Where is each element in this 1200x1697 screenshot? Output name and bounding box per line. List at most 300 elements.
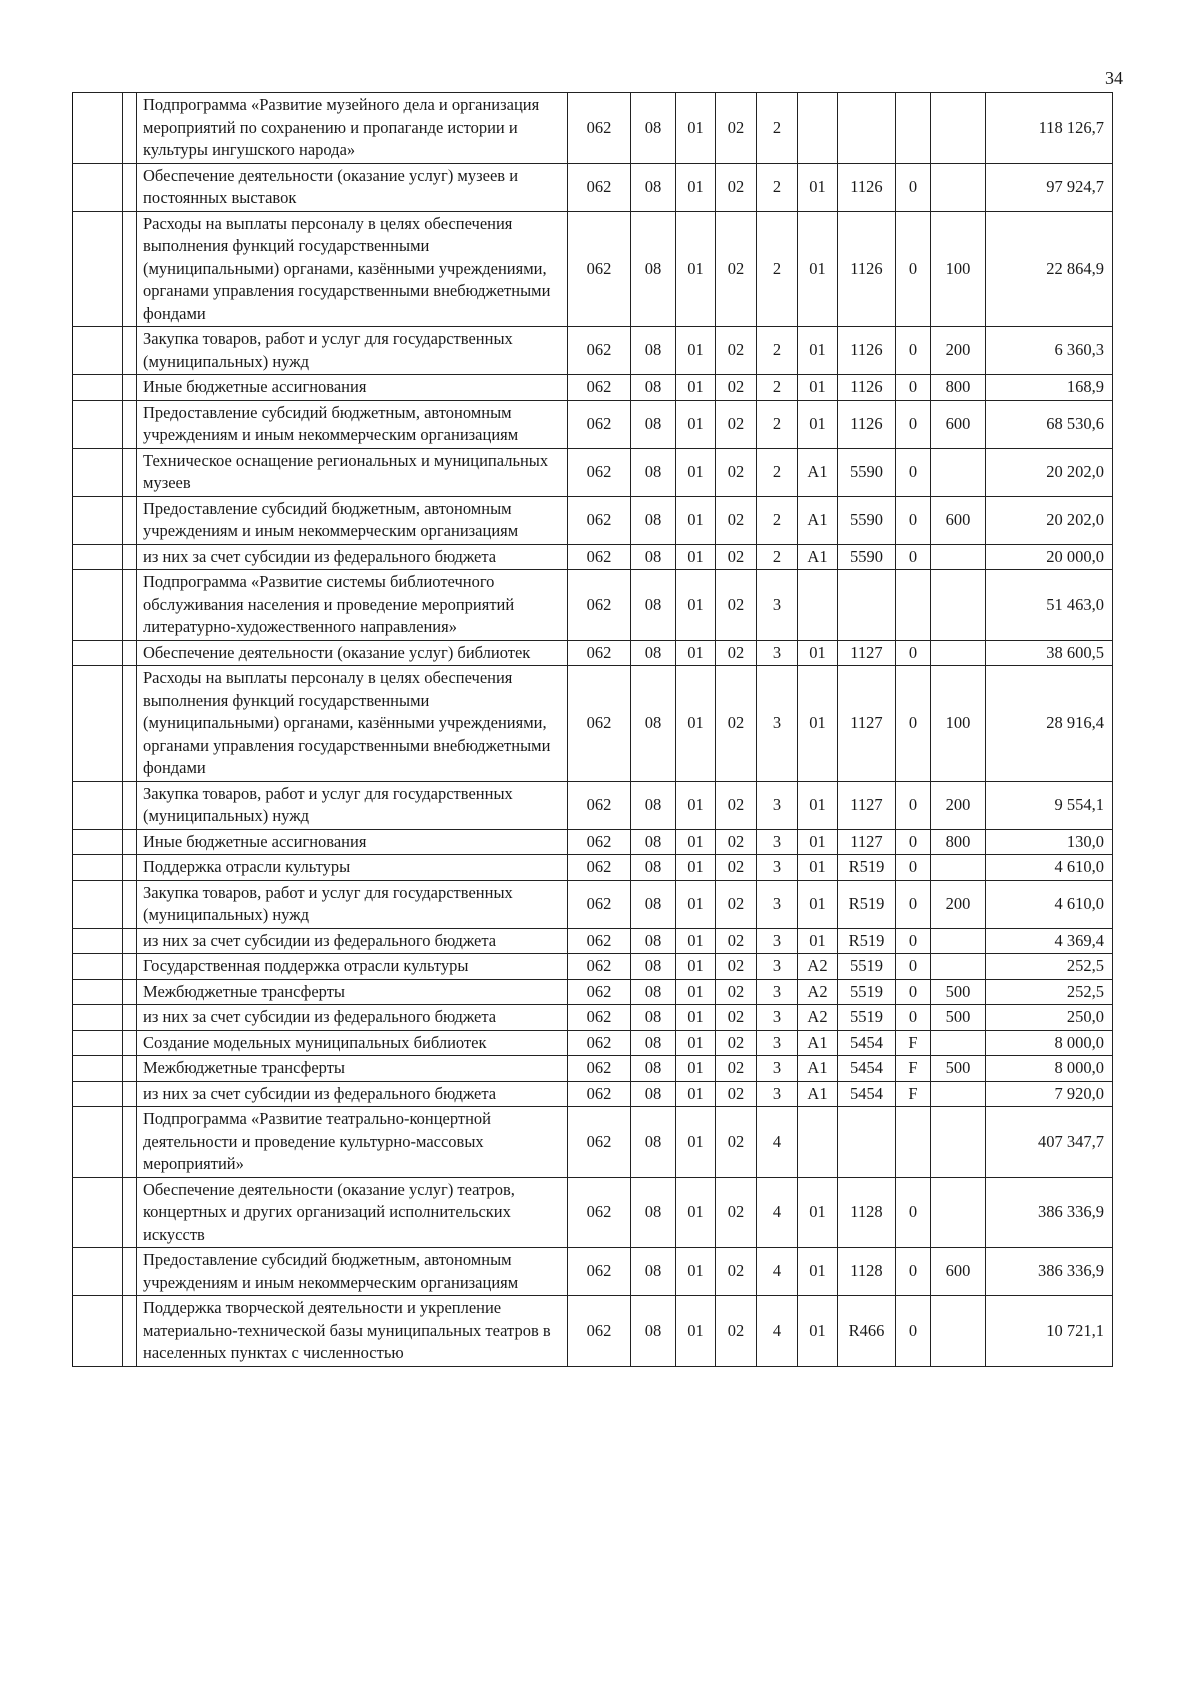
cell-blank-left (73, 954, 123, 980)
cell-name: Поддержка отрасли культуры (137, 855, 568, 881)
cell-section: 08 (631, 1107, 676, 1178)
cell-subsection: 01 (676, 327, 716, 375)
cell-subprogram: 2 (757, 163, 798, 211)
cell-amount: 130,0 (986, 829, 1113, 855)
cell-name: Закупка товаров, работ и услуг для государственных (муниципальных) нужд (137, 880, 568, 928)
cell-expense-type (931, 163, 986, 211)
cell-subprogram: 2 (757, 400, 798, 448)
cell-blank-left (73, 781, 123, 829)
cell-ved: 062 (568, 448, 631, 496)
cell-event: A2 (798, 979, 838, 1005)
cell-direction: 5590 (838, 448, 896, 496)
cell-name: Подпрограмма «Развитие музейного дела и организация мероприятий по сохранению и пропаганде истории и культуры ингушского народа» (137, 93, 568, 164)
cell-program: 02 (716, 570, 757, 641)
cell-subprogram: 4 (757, 1177, 798, 1248)
cell-expense-type: 100 (931, 666, 986, 782)
cell-expense-type: 500 (931, 979, 986, 1005)
cell-subsection: 01 (676, 666, 716, 782)
cell-direction: 5519 (838, 1005, 896, 1031)
cell-ved: 062 (568, 928, 631, 954)
cell-blank-left (73, 375, 123, 401)
cell-direction: 1126 (838, 211, 896, 327)
page-number: 34 (1105, 68, 1123, 88)
table-row (73, 1005, 1113, 1031)
table-row (73, 666, 1113, 782)
table-row (73, 93, 1113, 164)
cell-program: 02 (716, 640, 757, 666)
cell-suffix: 0 (896, 327, 931, 375)
cell-event: A2 (798, 1005, 838, 1031)
cell-suffix: 0 (896, 954, 931, 980)
cell-expense-type (931, 1177, 986, 1248)
cell-subsection: 01 (676, 640, 716, 666)
cell-subsection: 01 (676, 211, 716, 327)
cell-subprogram: 2 (757, 448, 798, 496)
cell-section: 08 (631, 1030, 676, 1056)
cell-subprogram: 3 (757, 954, 798, 980)
cell-name: Обеспечение деятельности (оказание услуг) театров, концертных и других организаций исполнительских искусств (137, 1177, 568, 1248)
table-row (73, 781, 1113, 829)
cell-suffix: F (896, 1030, 931, 1056)
cell-blank-left (73, 666, 123, 782)
cell-name: Создание модельных муниципальных библиотек (137, 1030, 568, 1056)
cell-ved: 062 (568, 1056, 631, 1082)
cell-blank-index (123, 781, 137, 829)
cell-event: 01 (798, 327, 838, 375)
cell-subprogram: 2 (757, 496, 798, 544)
cell-subsection: 01 (676, 1177, 716, 1248)
cell-suffix: 0 (896, 640, 931, 666)
cell-ved: 062 (568, 781, 631, 829)
cell-ved: 062 (568, 544, 631, 570)
cell-subprogram: 4 (757, 1107, 798, 1178)
cell-blank-left (73, 496, 123, 544)
cell-program: 02 (716, 327, 757, 375)
cell-blank-index (123, 93, 137, 164)
cell-subsection: 01 (676, 448, 716, 496)
cell-event: A1 (798, 544, 838, 570)
cell-blank-left (73, 93, 123, 164)
cell-amount: 68 530,6 (986, 400, 1113, 448)
cell-event: 01 (798, 1177, 838, 1248)
cell-suffix: 0 (896, 829, 931, 855)
cell-program: 02 (716, 1030, 757, 1056)
cell-program: 02 (716, 880, 757, 928)
cell-direction: 5519 (838, 954, 896, 980)
cell-blank-index (123, 1030, 137, 1056)
cell-program: 02 (716, 375, 757, 401)
table-row (73, 829, 1113, 855)
cell-amount: 20 202,0 (986, 448, 1113, 496)
cell-name: Обеспечение деятельности (оказание услуг) музеев и постоянных выставок (137, 163, 568, 211)
cell-section: 08 (631, 496, 676, 544)
cell-section: 08 (631, 1005, 676, 1031)
cell-blank-left (73, 640, 123, 666)
cell-subsection: 01 (676, 570, 716, 641)
cell-amount: 22 864,9 (986, 211, 1113, 327)
cell-event (798, 1107, 838, 1178)
cell-expense-type (931, 1296, 986, 1367)
cell-blank-index (123, 1081, 137, 1107)
cell-blank-left (73, 327, 123, 375)
cell-ved: 062 (568, 211, 631, 327)
cell-name: Расходы на выплаты персоналу в целях обеспечения выполнения функций государственными (муниципальными) органами, казёнными учреждениями, органами управления государственными внебюджетными фондами (137, 666, 568, 782)
cell-section: 08 (631, 375, 676, 401)
cell-direction: 5590 (838, 544, 896, 570)
table-row (73, 954, 1113, 980)
cell-direction (838, 570, 896, 641)
cell-program: 02 (716, 1107, 757, 1178)
cell-subsection: 01 (676, 781, 716, 829)
cell-section: 08 (631, 855, 676, 881)
cell-subprogram: 3 (757, 979, 798, 1005)
cell-blank-index (123, 1005, 137, 1031)
cell-subprogram: 2 (757, 327, 798, 375)
cell-program: 02 (716, 163, 757, 211)
cell-blank-index (123, 163, 137, 211)
cell-expense-type: 100 (931, 211, 986, 327)
cell-ved: 062 (568, 93, 631, 164)
cell-blank-index (123, 1056, 137, 1082)
cell-program: 02 (716, 979, 757, 1005)
cell-event: 01 (798, 855, 838, 881)
cell-expense-type: 600 (931, 400, 986, 448)
cell-subsection: 01 (676, 544, 716, 570)
cell-blank-index (123, 979, 137, 1005)
cell-subprogram: 2 (757, 544, 798, 570)
cell-name: Предоставление субсидий бюджетным, автономным учреждениям и иным некоммерческим организациям (137, 496, 568, 544)
table-row (73, 979, 1113, 1005)
cell-event (798, 93, 838, 164)
cell-subsection: 01 (676, 954, 716, 980)
cell-name: Предоставление субсидий бюджетным, автономным учреждениям и иным некоммерческим организациям (137, 400, 568, 448)
table-row (73, 163, 1113, 211)
cell-program: 02 (716, 93, 757, 164)
cell-blank-index (123, 855, 137, 881)
cell-program: 02 (716, 928, 757, 954)
cell-blank-left (73, 448, 123, 496)
cell-blank-index (123, 954, 137, 980)
cell-subsection: 01 (676, 829, 716, 855)
cell-subprogram: 3 (757, 781, 798, 829)
cell-event: A2 (798, 954, 838, 980)
cell-amount: 4 610,0 (986, 855, 1113, 881)
cell-suffix: 0 (896, 400, 931, 448)
cell-blank-index (123, 375, 137, 401)
cell-section: 08 (631, 880, 676, 928)
cell-name: Закупка товаров, работ и услуг для государственных (муниципальных) нужд (137, 781, 568, 829)
cell-subprogram: 3 (757, 666, 798, 782)
cell-event: A1 (798, 1030, 838, 1056)
cell-amount: 250,0 (986, 1005, 1113, 1031)
cell-program: 02 (716, 544, 757, 570)
cell-name: Межбюджетные трансферты (137, 1056, 568, 1082)
cell-program: 02 (716, 1056, 757, 1082)
table-row (73, 1030, 1113, 1056)
cell-expense-type (931, 544, 986, 570)
cell-amount: 118 126,7 (986, 93, 1113, 164)
cell-ved: 062 (568, 640, 631, 666)
cell-amount: 386 336,9 (986, 1248, 1113, 1296)
table-row (73, 855, 1113, 881)
cell-subsection: 01 (676, 928, 716, 954)
cell-subsection: 01 (676, 1005, 716, 1031)
cell-amount: 4 369,4 (986, 928, 1113, 954)
cell-blank-index (123, 1296, 137, 1367)
cell-ved: 062 (568, 1296, 631, 1367)
cell-section: 08 (631, 979, 676, 1005)
cell-suffix: 0 (896, 1177, 931, 1248)
cell-expense-type: 600 (931, 1248, 986, 1296)
cell-name: Иные бюджетные ассигнования (137, 829, 568, 855)
cell-section: 08 (631, 666, 676, 782)
cell-name: Межбюджетные трансферты (137, 979, 568, 1005)
cell-name: из них за счет субсидии из федерального бюджета (137, 1005, 568, 1031)
cell-ved: 062 (568, 375, 631, 401)
cell-blank-left (73, 1248, 123, 1296)
table-row (73, 496, 1113, 544)
cell-subsection: 01 (676, 1030, 716, 1056)
table-row (73, 1056, 1113, 1082)
cell-program: 02 (716, 1296, 757, 1367)
table-row (73, 544, 1113, 570)
cell-subprogram: 2 (757, 211, 798, 327)
cell-subprogram: 3 (757, 928, 798, 954)
cell-expense-type (931, 640, 986, 666)
cell-name: Подпрограмма «Развитие системы библиотечного обслуживания населения и проведение мероприятий литературно-художественного направления» (137, 570, 568, 641)
cell-suffix (896, 570, 931, 641)
cell-subprogram: 3 (757, 829, 798, 855)
cell-amount: 407 347,7 (986, 1107, 1113, 1178)
cell-direction: R519 (838, 928, 896, 954)
cell-subprogram: 4 (757, 1248, 798, 1296)
cell-expense-type: 800 (931, 829, 986, 855)
cell-subsection: 01 (676, 400, 716, 448)
cell-subprogram: 3 (757, 855, 798, 881)
cell-blank-left (73, 1107, 123, 1178)
table-row (73, 327, 1113, 375)
cell-event: 01 (798, 781, 838, 829)
cell-amount: 38 600,5 (986, 640, 1113, 666)
cell-expense-type: 200 (931, 781, 986, 829)
cell-expense-type: 200 (931, 880, 986, 928)
cell-ved: 062 (568, 570, 631, 641)
cell-suffix: 0 (896, 1296, 931, 1367)
cell-subsection: 01 (676, 1107, 716, 1178)
cell-amount: 97 924,7 (986, 163, 1113, 211)
cell-suffix: 0 (896, 448, 931, 496)
table-row (73, 211, 1113, 327)
cell-suffix: 0 (896, 666, 931, 782)
cell-blank-left (73, 1081, 123, 1107)
cell-blank-left (73, 544, 123, 570)
cell-expense-type (931, 93, 986, 164)
cell-name: из них за счет субсидии из федерального бюджета (137, 544, 568, 570)
cell-expense-type (931, 954, 986, 980)
cell-program: 02 (716, 211, 757, 327)
cell-direction: R466 (838, 1296, 896, 1367)
cell-blank-left (73, 1005, 123, 1031)
cell-expense-type (931, 928, 986, 954)
cell-event: 01 (798, 211, 838, 327)
cell-suffix: 0 (896, 1248, 931, 1296)
cell-direction (838, 1107, 896, 1178)
cell-section: 08 (631, 928, 676, 954)
cell-suffix: 0 (896, 496, 931, 544)
cell-section: 08 (631, 781, 676, 829)
cell-expense-type (931, 570, 986, 641)
cell-event: A1 (798, 496, 838, 544)
cell-direction: 5590 (838, 496, 896, 544)
cell-amount: 10 721,1 (986, 1296, 1113, 1367)
cell-program: 02 (716, 781, 757, 829)
cell-subsection: 01 (676, 1081, 716, 1107)
cell-amount: 7 920,0 (986, 1081, 1113, 1107)
cell-ved: 062 (568, 1081, 631, 1107)
cell-ved: 062 (568, 954, 631, 980)
cell-event: 01 (798, 1296, 838, 1367)
cell-program: 02 (716, 496, 757, 544)
cell-expense-type: 500 (931, 1005, 986, 1031)
cell-suffix: 0 (896, 855, 931, 881)
cell-direction: 1127 (838, 640, 896, 666)
cell-subprogram: 2 (757, 375, 798, 401)
cell-program: 02 (716, 954, 757, 980)
cell-direction: R519 (838, 880, 896, 928)
cell-event: 01 (798, 1248, 838, 1296)
cell-ved: 062 (568, 163, 631, 211)
cell-direction: 1127 (838, 829, 896, 855)
cell-direction: 5454 (838, 1081, 896, 1107)
cell-section: 08 (631, 327, 676, 375)
cell-blank-index (123, 1177, 137, 1248)
cell-blank-left (73, 1296, 123, 1367)
cell-blank-left (73, 979, 123, 1005)
cell-section: 08 (631, 570, 676, 641)
cell-name: Поддержка творческой деятельности и укрепление материально-технической базы муниципальных театров в населенных пунктах с численностью (137, 1296, 568, 1367)
cell-suffix: 0 (896, 880, 931, 928)
cell-name: Расходы на выплаты персоналу в целях обеспечения выполнения функций государственными (муниципальными) органами, казёнными учреждениями, органами управления государственными внебюджетными фондами (137, 211, 568, 327)
cell-section: 08 (631, 829, 676, 855)
cell-blank-left (73, 1030, 123, 1056)
cell-section: 08 (631, 93, 676, 164)
cell-blank-left (73, 1056, 123, 1082)
cell-ved: 062 (568, 1107, 631, 1178)
cell-direction: 1126 (838, 163, 896, 211)
cell-amount: 51 463,0 (986, 570, 1113, 641)
cell-suffix: 0 (896, 928, 931, 954)
cell-suffix (896, 93, 931, 164)
cell-blank-left (73, 928, 123, 954)
cell-direction: 1128 (838, 1248, 896, 1296)
cell-expense-type (931, 1107, 986, 1178)
cell-blank-index (123, 448, 137, 496)
cell-direction: 5454 (838, 1056, 896, 1082)
cell-suffix: 0 (896, 544, 931, 570)
cell-event (798, 570, 838, 641)
cell-name: из них за счет субсидии из федерального бюджета (137, 928, 568, 954)
cell-name: Иные бюджетные ассигнования (137, 375, 568, 401)
cell-program: 02 (716, 829, 757, 855)
cell-ved: 062 (568, 880, 631, 928)
cell-subsection: 01 (676, 93, 716, 164)
table-row (73, 1296, 1113, 1367)
cell-event: 01 (798, 666, 838, 782)
cell-suffix: 0 (896, 1005, 931, 1031)
cell-suffix: F (896, 1081, 931, 1107)
table-row (73, 640, 1113, 666)
cell-direction: 5519 (838, 979, 896, 1005)
cell-event: A1 (798, 1081, 838, 1107)
cell-subprogram: 2 (757, 93, 798, 164)
table-row (73, 928, 1113, 954)
table-row (73, 880, 1113, 928)
cell-blank-left (73, 163, 123, 211)
cell-direction: 1127 (838, 666, 896, 782)
cell-section: 08 (631, 544, 676, 570)
cell-blank-left (73, 855, 123, 881)
cell-section: 08 (631, 1248, 676, 1296)
cell-amount: 4 610,0 (986, 880, 1113, 928)
cell-amount: 252,5 (986, 979, 1113, 1005)
cell-amount: 252,5 (986, 954, 1113, 980)
cell-amount: 20 000,0 (986, 544, 1113, 570)
cell-program: 02 (716, 1248, 757, 1296)
cell-subsection: 01 (676, 880, 716, 928)
cell-program: 02 (716, 1081, 757, 1107)
cell-section: 08 (631, 1177, 676, 1248)
cell-event: A1 (798, 448, 838, 496)
cell-direction: 1128 (838, 1177, 896, 1248)
cell-subsection: 01 (676, 1248, 716, 1296)
table-row (73, 1177, 1113, 1248)
cell-expense-type: 800 (931, 375, 986, 401)
table-row (73, 1107, 1113, 1178)
table-row (73, 1248, 1113, 1296)
cell-name: Государственная поддержка отрасли культуры (137, 954, 568, 980)
cell-subprogram: 4 (757, 1296, 798, 1367)
cell-blank-left (73, 829, 123, 855)
table-row (73, 1081, 1113, 1107)
cell-amount: 6 360,3 (986, 327, 1113, 375)
cell-ved: 062 (568, 1005, 631, 1031)
cell-blank-index (123, 1248, 137, 1296)
budget-table (72, 92, 1113, 1367)
cell-expense-type: 600 (931, 496, 986, 544)
cell-program: 02 (716, 1005, 757, 1031)
cell-blank-left (73, 400, 123, 448)
cell-name: Подпрограмма «Развитие театрально-концертной деятельности и проведение культурно-массовых мероприятий» (137, 1107, 568, 1178)
cell-ved: 062 (568, 979, 631, 1005)
cell-name: Обеспечение деятельности (оказание услуг) библиотек (137, 640, 568, 666)
cell-section: 08 (631, 1056, 676, 1082)
cell-ved: 062 (568, 855, 631, 881)
cell-ved: 062 (568, 1030, 631, 1056)
cell-direction: 1126 (838, 400, 896, 448)
cell-blank-index (123, 327, 137, 375)
cell-expense-type (931, 1030, 986, 1056)
cell-suffix: 0 (896, 781, 931, 829)
cell-event: A1 (798, 1056, 838, 1082)
cell-blank-index (123, 570, 137, 641)
cell-suffix: 0 (896, 375, 931, 401)
cell-name: Техническое оснащение региональных и муниципальных музеев (137, 448, 568, 496)
cell-expense-type: 500 (931, 1056, 986, 1082)
cell-amount: 8 000,0 (986, 1056, 1113, 1082)
cell-amount: 168,9 (986, 375, 1113, 401)
cell-event: 01 (798, 400, 838, 448)
table-row (73, 375, 1113, 401)
